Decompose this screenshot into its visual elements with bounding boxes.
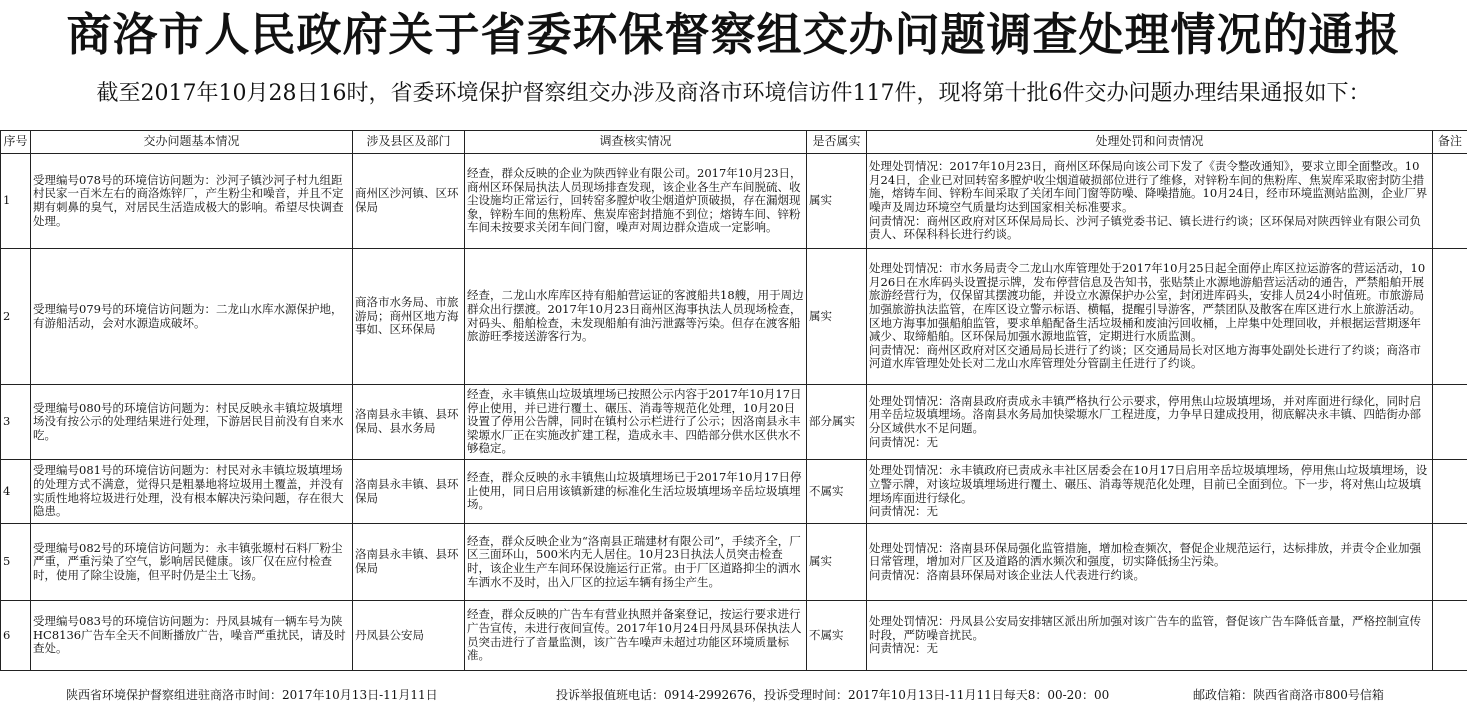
page-title: 商洛市人民政府关于省委环保督察组交办问题调查处理情况的通报	[66, 8, 1401, 61]
cell-note	[1433, 249, 1467, 385]
table-row	[1, 524, 1467, 601]
cell-dept: 洛南县永丰镇、县环保局、县水务局	[353, 385, 465, 460]
header-no: 序号	[1, 131, 31, 154]
cell-dept: 洛南县永丰镇、县环保局	[353, 524, 465, 601]
cell-handling: 处理处罚情况：市水务局责令二龙山水库管理处于2017年10月25日起全面停止库区拉运游客的营运活动，10月26日在水库码头设置提示牌，发布停营信息及告知书，张贴禁止水源地游船营运活动的通告，严禁船舶开展旅游经营行为，仅保留其摆渡功能，并设立水源保护办公室，封闭进库码头，安排人员24小时值班。市旅游局加强旅游执法监管，在库区设立警示标语、横幅，提醒引导游客，严禁团队及散客在库区进行水上旅游活动。区地方海事加强船舶监管，要求单船配备生活垃圾桶和废油污回收桶，上岸集中处理回收，并根据运营期逐年减少、取缔船舶。区环保局加强水源地监管，定期进行水质监测。 问责情况：商州区政府对区交通局局长进行了约谈；区交通局局长对区地方海事处副处长进行了约谈；商洛市河道水库管理处处长对二龙山水库管理处分管副主任进行了约谈。	[867, 249, 1433, 385]
cell-no: 6	[1, 601, 31, 671]
cell-investigation: 经查，群众反映的永丰镇焦山垃圾填埋场已于2017年10月17日停止使用，同日启用该镇新建的标准化生活垃圾填埋场辛岳垃圾填埋场。	[465, 460, 807, 524]
intro-text: 截至2017年10月28日16时，省委环境保护督察组交办涉及商洛市环境信访件117件，现将第十批6件交办问题办理结果通报如下：	[96, 81, 1371, 106]
cell-issue: 受理编号082号的环境信访问题为：永丰镇张塬村石料厂粉尘严重，严重污染了空气，影响居民健康。该厂仅在应付检查时，使用了除尘设施，但平时仍是尘土飞扬。	[31, 524, 353, 601]
header-investigation: 调查核实情况	[465, 131, 807, 154]
cell-dept: 商州区沙河镇、区环保局	[353, 154, 465, 249]
cell-investigation: 经查，群众反映企业为“洛南县正瑞建材有限公司”，手续齐全，厂区三面环山，500米内无人居住。10月23日执法人员突击检查时，该企业生产车间环保设施运行正常。由于厂区道路抑尘的洒水车洒水不及时，出入厂区的拉运车辆有扬尘产生。	[465, 524, 807, 601]
cell-investigation: 经查，二龙山水库库区持有船舶营运证的客渡船共18艘，用于周边群众出行摆渡。2017年10月23日商州区海事执法人员现场检查，对码头、船舶检查，未发现船舶有油污泄露等污染。但存在渡客船旅游旺季接送游客行为。	[465, 249, 807, 385]
header-dept: 涉及县区及部门	[353, 131, 465, 154]
cell-no: 4	[1, 460, 31, 524]
table-header-row	[1, 131, 1467, 154]
cell-no: 1	[1, 154, 31, 249]
cell-note	[1433, 154, 1467, 249]
table-row	[1, 460, 1467, 524]
cell-dept: 商洛市水务局、市旅游局；商州区地方海事如、区环保局	[353, 249, 465, 385]
cell-dept: 丹凤县公安局	[353, 601, 465, 671]
cell-status: 不属实	[807, 460, 867, 524]
table-row	[1, 601, 1467, 671]
cell-handling: 处理处罚情况：2017年10月23日，商州区环保局向该公司下发了《责令整改通知》，要求立即全面整改。10月24日，企业已对回转窑多膛炉收尘烟道破损部位进行了维修，对锌粉车间的焦粉库、焦炭库采取密封防尘措施，熔铸车间、锌粉车间采取了关闭车间门窗等防噪、降噪措施。10月24日，经市环境监测站监测，企业厂界噪声及周边环境空气质量均达到国家相关标准要求。 问责情况：商州区政府对区环保局局长、沙河子镇党委书记、镇长进行约谈；区环保局对陕西锌业有限公司负责人、环保科科长进行约谈。	[867, 154, 1433, 249]
table-row	[1, 249, 1467, 385]
table-row	[1, 385, 1467, 460]
header-status: 是否属实	[807, 131, 867, 154]
cell-handling: 处理处罚情况：洛南县环保局强化监管措施，增加检查频次，督促企业规范运行，达标排放，并责令企业加强日常管理，增加对厂区及道路的洒水频次和强度，切实降低扬尘污染。 问责情况：洛南县环保局对该企业法人代表进行约谈。	[867, 524, 1433, 601]
cell-handling: 处理处罚情况：丹凤县公安局安排辖区派出所加强对该广告车的监管，督促该广告车降低音量，严格控制宣传时段，严防噪音扰民。 问责情况：无	[867, 601, 1433, 671]
cell-handling: 处理处罚情况：永丰镇政府已责成永丰社区居委会在10月17日启用辛岳垃圾填埋场，停用焦山垃圾填埋场，设立警示牌，对该垃圾填埋场进行覆土、碾压、消毒等规范化处理，目前已全面到位。下一步，将对焦山垃圾填埋场库面进行绿化。 问责情况：无	[867, 460, 1433, 524]
report-table	[0, 130, 1467, 671]
footer-inspection-period: 陕西省环境保护督察组进驻商洛市时间：2017年10月13日-11月11日	[66, 688, 438, 702]
footer-hotline: 投诉举报值班电话：0914-2992676，投诉受理时间：2017年10月13日-11月11日每天8：00-20：00	[556, 688, 1110, 702]
cell-investigation: 经查，永丰镇焦山垃圾填埋场已按照公示内容于2017年10月17日停止使用，并已进行覆土、碾压、消毒等规范化处理，10月20日设置了停用公告牌，同时在镇村公示栏进行了公示；因洛南县永丰梁塬水厂正在实施改扩建工程，造成永丰、四皓部分供水区供水不够稳定。	[465, 385, 807, 460]
cell-handling: 处理处罚情况：洛南县政府责成永丰镇严格执行公示要求，停用焦山垃圾填埋场，并对库面进行绿化，同时启用辛岳垃圾填埋场。洛南县水务局加快梁塬水厂工程进度，力争早日建成投用，彻底解决永丰镇、四皓街办部分区域供水不足问题。 问责情况：无	[867, 385, 1433, 460]
cell-issue: 受理编号081号的环境信访问题为：村民对永丰镇垃圾填埋场的处理方式不满意，觉得只是粗暴地将垃圾用土覆盖，并没有实质性地将垃圾进行处理，没有根本解决污染问题，存在很大隐患。	[31, 460, 353, 524]
cell-issue: 受理编号078号的环境信访问题为：沙河子镇沙河子村九组距村民家一百米左右的商洛炼锌厂，产生粉尘和噪音，并且不定期有刺鼻的臭气，对居民生活造成极大的影响。希望尽快调查处理。	[31, 154, 353, 249]
cell-investigation: 经查，群众反映的企业为陕西锌业有限公司。2017年10月23日，商州区环保局执法人员现场排查发现，该企业各生产车间脱硫、收尘设施均正常运行，回转窑多膛炉收尘烟道炉顶破损，存在漏烟现象，锌粉车间的焦粉库、焦炭库密封措施不到位；熔铸车间、锌粉车间未按要求关闭车间门窗，噪声对周边群众造成一定影响。	[465, 154, 807, 249]
cell-status: 部分属实	[807, 385, 867, 460]
cell-status: 属实	[807, 524, 867, 601]
table-row	[1, 154, 1467, 249]
cell-no: 5	[1, 524, 31, 601]
header-issue: 交办问题基本情况	[31, 131, 353, 154]
cell-note	[1433, 460, 1467, 524]
cell-no: 2	[1, 249, 31, 385]
cell-investigation: 经查，群众反映的广告车有营业执照并备案登记，按运行要求进行广告宣传，未进行夜间宣传。2017年10月24日丹凤县环保执法人员突击进行了音量监测，该广告车噪声未超过功能区环境质量标准。	[465, 601, 807, 671]
cell-no: 3	[1, 385, 31, 460]
cell-issue: 受理编号083号的环境信访问题为：丹凤县城有一辆车号为陕HC8136广告车全天不间断播放广告，噪音严重扰民，请及时查处。	[31, 601, 353, 671]
cell-status: 属实	[807, 154, 867, 249]
footer-mailbox: 邮政信箱：陕西省商洛市800号信箱	[1193, 688, 1384, 702]
cell-note	[1433, 601, 1467, 671]
cell-issue: 受理编号080号的环境信访问题为：村民反映永丰镇垃圾填埋场没有按公示的处理结果进行处理，下游居民目前没有自来水吃。	[31, 385, 353, 460]
header-note: 备注	[1433, 131, 1467, 154]
cell-note	[1433, 385, 1467, 460]
cell-issue: 受理编号079号的环境信访问题为：二龙山水库水源保护地，有游船活动，会对水源造成破坏。	[31, 249, 353, 385]
cell-note	[1433, 524, 1467, 601]
cell-dept: 洛南县永丰镇、县环保局	[353, 460, 465, 524]
cell-status: 属实	[807, 249, 867, 385]
header-handling: 处理处罚和问责情况	[867, 131, 1433, 154]
cell-status: 不属实	[807, 601, 867, 671]
